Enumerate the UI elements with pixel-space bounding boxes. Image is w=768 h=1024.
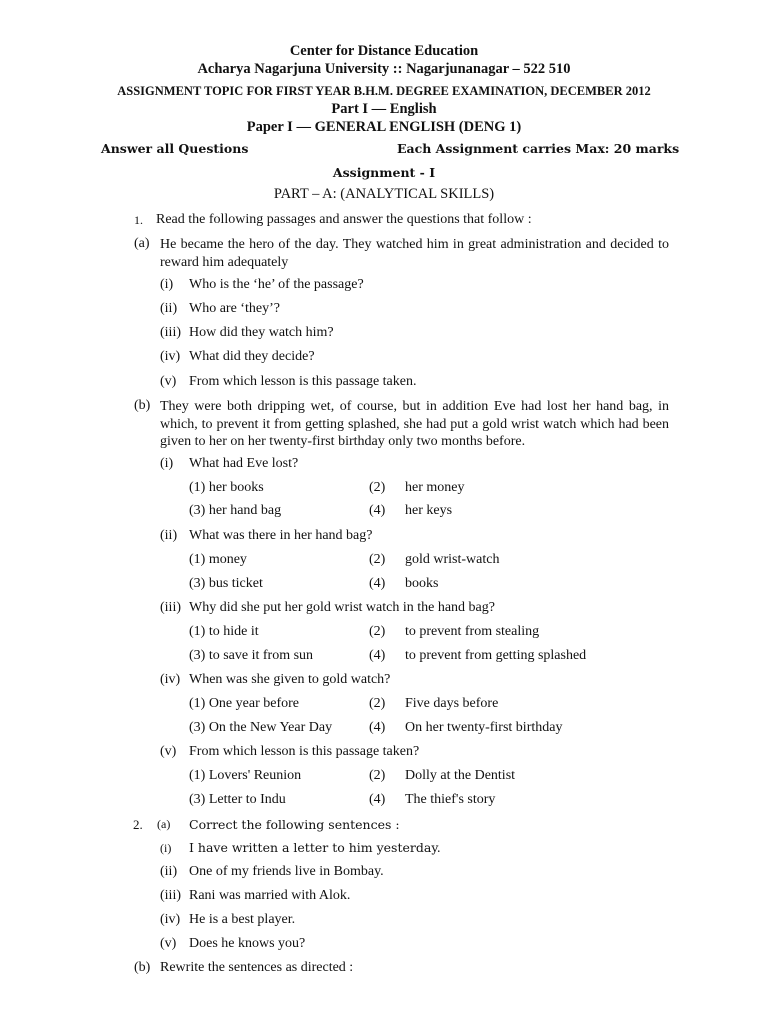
item-num: (iii) [160,600,181,615]
option-num: (4) [369,576,386,591]
question-number: 2. [133,817,143,832]
option-left: (3) bus ticket [189,576,263,591]
item-num: (v) [160,374,177,389]
item-text: I have written a letter to him yesterday. [189,840,441,855]
passage-a: He became the hero of the day. They watched him in great administration and decided to reward him adequately [160,237,669,270]
item-text: What had Eve lost? [189,456,299,471]
item-num: (ii) [160,301,178,316]
item-num: (iv) [160,912,181,927]
item-text: From which lesson is this passage taken. [189,374,417,389]
option-num: (2) [369,696,386,711]
option-right: Five days before [405,696,499,711]
option-num: (2) [369,552,386,567]
option-right: The thief's story [405,792,496,807]
item-num: (iii) [160,888,181,903]
passage-b: They were both dripping wet, of course, but in addition Eve had lost her hand bag, in which, to prevent it from getting splashed, she had put a gold wrist watch which had been given to her on her twenty-first birthday only two months before. [160,399,669,449]
item-text: One of my friends live in Bombay. [189,864,384,879]
option-right: gold wrist-watch [405,552,500,567]
max-marks-note: Each Assignment carries Max: 20 marks [397,141,680,156]
sub-question-label: (a) [134,236,150,251]
option-num: (4) [369,648,386,663]
item-text: How did they watch him? [189,325,334,340]
option-num: (4) [369,792,386,807]
item-text: Who are ‘they’? [189,301,280,316]
sub-question-label: (b) [134,960,151,975]
item-num: (iv) [160,672,181,687]
option-left: (1) Lovers' Reunion [189,768,302,783]
item-num: (i) [160,456,174,471]
sub-question-label: (b) [134,398,151,413]
option-num: (4) [369,720,386,735]
option-right: books [405,576,439,591]
assignment-heading: Assignment - I [332,165,436,180]
option-left: (3) her hand bag [189,503,282,518]
part-a-heading: PART – A: (ANALYTICAL SKILLS) [273,186,495,202]
option-num: (4) [369,503,386,518]
item-text: From which lesson is this passage taken? [189,744,420,759]
question-number: 1. [134,213,143,227]
item-num: (v) [160,744,177,759]
answer-all-instruction: Answer all Questions [101,141,249,156]
item-num: (iv) [160,349,181,364]
item-text: What did they decide? [189,349,315,364]
option-right: Dolly at the Dentist [405,768,516,783]
assignment-title: ASSIGNMENT TOPIC FOR FIRST YEAR B.H.M. DEGREE EXAMINATION, DECEMBER 2012 [117,84,651,98]
option-left: (3) On the New Year Day [189,720,333,735]
option-right: her keys [405,503,453,518]
option-num: (2) [369,768,386,783]
item-text: Why did she put her gold wrist watch in the hand bag? [189,600,495,615]
item-num: (ii) [160,528,178,543]
option-right: On her twenty-first birthday [405,720,563,735]
item-num: (iii) [160,325,181,340]
option-left: (3) to save it from sun [189,648,314,663]
question-text: Correct the following sentences : [189,817,400,832]
option-right: to prevent from getting splashed [405,648,587,663]
question-text: Rewrite the sentences as directed : [160,960,354,975]
item-text: He is a best player. [189,912,296,927]
question-text: Read the following passages and answer the questions that follow : [156,212,532,227]
sub-question-label: (a) [157,817,171,831]
item-num: (ii) [160,864,178,879]
item-text: Does he knows you? [189,936,306,951]
part-title: Part I — English [331,101,437,117]
paper-title: Paper I — GENERAL ENGLISH (DENG 1) [246,119,522,135]
item-text: Rani was married with Alok. [189,888,351,903]
option-right: to prevent from stealing [405,624,540,639]
option-num: (2) [369,624,386,639]
option-left: (1) One year before [189,696,299,711]
option-left: (1) to hide it [189,624,259,639]
item-text: When was she given to gold watch? [189,672,391,687]
option-right: her money [405,480,465,495]
item-num: (i) [160,841,172,855]
option-left: (3) Letter to Indu [189,792,286,807]
option-num: (2) [369,480,386,495]
item-text: Who is the ‘he’ of the passage? [189,277,364,292]
option-left: (1) her books [189,480,264,495]
option-left: (1) money [189,552,247,567]
item-num: (v) [160,936,177,951]
item-text: What was there in her hand bag? [189,528,373,543]
institution-name: Center for Distance Education [289,43,479,59]
item-num: (i) [160,277,174,292]
university-name: Acharya Nagarjuna University :: Nagarjunanagar – 522 510 [197,61,571,77]
